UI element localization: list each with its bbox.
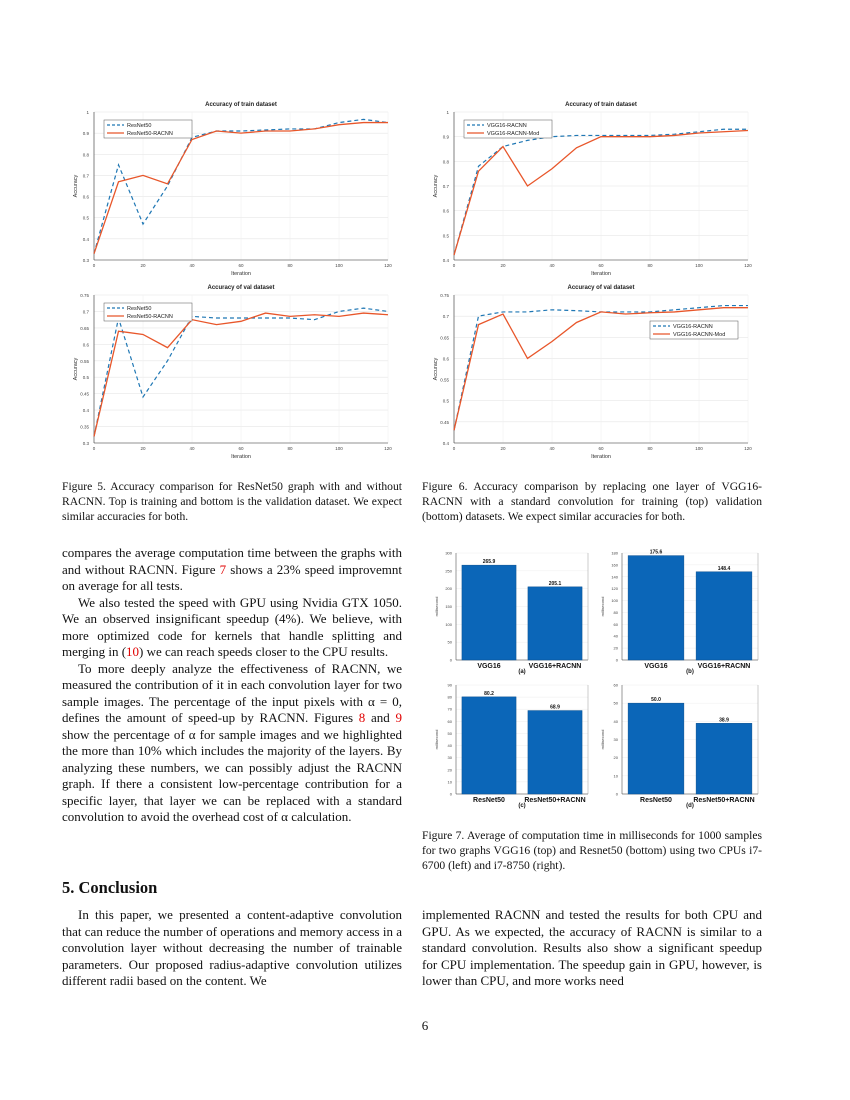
svg-text:20: 20 (613, 755, 618, 761)
svg-text:0.6: 0.6 (442, 356, 449, 362)
paragraph-4: In this paper, we presented a content-adaptive convolution that can reduce the number of operations and memory access in a convolution layer without decreasing the number of trainable parameters. Our proposed radius-adaptive convolution utilizes different radii based on the content. We (62, 907, 402, 988)
svg-text:30: 30 (613, 737, 618, 742)
svg-text:50: 50 (447, 639, 452, 645)
bar (528, 587, 582, 660)
svg-text:100: 100 (695, 263, 703, 268)
paragraph-1: compares the average computation time between the graphs with and without RACNN. Figure 7 shows a 23% speed improvemnt on average for all tests. (62, 545, 402, 593)
svg-text:0.45: 0.45 (440, 419, 449, 425)
svg-text:100: 100 (335, 446, 343, 451)
svg-text:VGG16-RACNN-Mod: VGG16-RACNN-Mod (673, 332, 726, 338)
chart-title: Accuracy of train dataset (565, 102, 637, 108)
svg-text:180: 180 (611, 550, 618, 556)
svg-text:60: 60 (613, 621, 618, 627)
right-column-text (422, 907, 762, 990)
y-axis-label: millisecond (434, 596, 439, 617)
svg-text:0.4: 0.4 (442, 441, 449, 446)
chart-title: Accuracy of val dataset (567, 285, 635, 291)
fig7-a-chart (426, 545, 594, 675)
paragraph-2: We also tested the speed with GPU using Nvidia GTX 1050. We an observed insignificant speedup (4%). We believe, with more optimized code for kernels that handle splitting and merging in (10) we can reach speeds closer to the CPU results. (62, 594, 402, 659)
svg-text:0.6: 0.6 (82, 194, 89, 200)
y-axis-label: millisecond (600, 729, 605, 750)
x-axis-label: Iteration (231, 454, 251, 460)
svg-text:VGG16-RACNN: VGG16-RACNN (487, 123, 527, 129)
svg-text:0.55: 0.55 (80, 358, 89, 364)
svg-text:0: 0 (92, 263, 96, 268)
fig7-d-plot (592, 677, 764, 809)
svg-text:80: 80 (287, 446, 293, 451)
bar-value-label: 175.6 (649, 549, 663, 556)
svg-text:120: 120 (384, 263, 392, 268)
svg-text:0: 0 (452, 446, 456, 451)
category-label: VGG16 (644, 663, 668, 670)
svg-text:80: 80 (613, 609, 618, 615)
y-axis-label: Accuracy (73, 174, 79, 198)
svg-text:0.7: 0.7 (82, 309, 89, 315)
svg-text:120: 120 (611, 586, 618, 592)
svg-text:0.5: 0.5 (82, 215, 89, 221)
svg-text:40: 40 (613, 718, 618, 724)
svg-text:40: 40 (549, 446, 555, 451)
svg-text:0: 0 (452, 263, 456, 268)
svg-text:100: 100 (445, 621, 452, 627)
svg-text:0: 0 (615, 791, 618, 797)
equation-10-link[interactable]: 10 (126, 644, 140, 659)
svg-text:80: 80 (447, 694, 452, 700)
bar-value-label: 68.9 (550, 704, 560, 711)
svg-text:20: 20 (447, 767, 452, 773)
paragraph-3: To more deeply analyze the effectiveness of RACNN, we measured the contribution of it in each convolution layer for two sample images. The percentage of the input pixels with α = 0, defines the amount of speed-up by RACNN. Figures 8 and 9 show the percentage of α for sample images and we highlighted the more than 10% which includes the majority of the layers. By analyzing these numbers, we can possibly adjust the RACNN graph. If there a consistent low-percentage contribution for a specific layer, that layer we can be replaced with a standard convolution to avoid the overhead cost of α calculation. (62, 660, 402, 824)
fig6-bottom-chart (422, 281, 762, 463)
svg-text:80: 80 (287, 263, 293, 268)
chart-legend (464, 120, 552, 138)
svg-text:1: 1 (446, 110, 449, 115)
svg-text:80: 80 (647, 446, 653, 451)
svg-text:VGG16-RACNN-Mod: VGG16-RACNN-Mod (487, 131, 540, 137)
fig5-bottom-chart (62, 281, 402, 463)
svg-text:0: 0 (449, 657, 452, 663)
svg-text:0.9: 0.9 (82, 131, 89, 137)
svg-text:300: 300 (445, 550, 452, 556)
figure-7-link[interactable]: 7 (219, 561, 227, 577)
bar (628, 556, 684, 660)
svg-text:20: 20 (140, 263, 146, 268)
panel-label: (d) (686, 803, 694, 809)
svg-text:20: 20 (140, 446, 146, 451)
svg-text:30: 30 (447, 755, 452, 761)
bar-value-label: 265.9 (482, 559, 496, 566)
svg-text:60: 60 (598, 263, 604, 268)
panel-label: (c) (518, 803, 526, 809)
svg-text:60: 60 (598, 446, 604, 451)
category-label: ResNet50 (473, 797, 505, 804)
svg-text:0.7: 0.7 (82, 173, 89, 179)
svg-text:150: 150 (445, 604, 452, 609)
svg-text:120: 120 (384, 446, 392, 451)
bar (696, 572, 752, 660)
category-label: ResNet50 (640, 797, 672, 804)
y-axis-label: Accuracy (73, 357, 79, 381)
category-label: VGG16+RACNN (697, 663, 751, 670)
svg-text:40: 40 (549, 263, 555, 268)
svg-text:0: 0 (92, 446, 96, 451)
svg-text:40: 40 (189, 446, 195, 451)
svg-text:200: 200 (445, 586, 452, 592)
page-number: 6 (421, 1018, 429, 1033)
fig6-top-chart (422, 98, 762, 280)
svg-text:0.8: 0.8 (82, 152, 89, 158)
svg-text:10: 10 (613, 773, 618, 779)
svg-text:VGG16-RACNN: VGG16-RACNN (673, 324, 713, 330)
svg-text:40: 40 (189, 263, 195, 268)
bar-value-label: 38.9 (719, 717, 729, 724)
svg-text:ResNet50: ResNet50 (127, 123, 152, 129)
fig6-bottom-plot (422, 281, 762, 463)
chart-legend (650, 321, 738, 339)
figure-8-link[interactable]: 8 (358, 710, 366, 725)
svg-text:0.5: 0.5 (442, 233, 449, 239)
figure-7-caption: Figure 7. Average of computation time in milliseconds for 1000 samples for two graphs VGG16 (top) and Resnet50 (bottom) using two CPUs i7-6700 (left) and i7-8750 (right). (422, 829, 762, 872)
svg-text:0.6: 0.6 (82, 342, 89, 348)
svg-text:0.3: 0.3 (82, 441, 89, 446)
category-label: ResNet50+RACNN (693, 797, 755, 804)
svg-text:0.4: 0.4 (82, 408, 89, 414)
svg-text:60: 60 (447, 718, 452, 724)
chart-legend (104, 120, 192, 138)
svg-text:0: 0 (449, 791, 452, 797)
svg-text:60: 60 (238, 263, 244, 268)
svg-text:0.3: 0.3 (82, 258, 89, 263)
y-axis-label: millisecond (434, 729, 439, 750)
fig7-d-chart (592, 677, 764, 809)
svg-text:160: 160 (611, 562, 618, 568)
section-heading-conclusion: 5. Conclusion (62, 878, 158, 897)
figure-6-caption: Figure 6. Accuracy comparison by replacing one layer of VGG16-RACNN with a standard convolution for training (top) validation (bottom) datasets. We expect similar accuracies for both. (422, 480, 762, 523)
svg-text:70: 70 (447, 706, 452, 712)
svg-text:60: 60 (613, 682, 618, 688)
svg-text:0.4: 0.4 (82, 236, 89, 242)
svg-text:20: 20 (500, 446, 506, 451)
figure-5-caption: Figure 5. Accuracy comparison for ResNet50 graph with and without RACNN. Top is training and bottom is the validation dataset. We expect similar accuracies for both. (62, 480, 402, 523)
conclusion-text (62, 907, 402, 990)
fig5-top-plot (62, 98, 402, 280)
bar-value-label: 205.1 (548, 580, 562, 587)
paragraph-5: implemented RACNN and tested the results for both CPU and GPU. As we expected, the accuracy of RACNN is similar to a standard convolution. Results also show a significant speedup for CPU implementation. The speedup gain in GPU, however, is lower than CPU, and more works need (422, 907, 762, 988)
svg-text:100: 100 (611, 598, 618, 604)
fig5-bottom-plot (62, 281, 402, 463)
fig7-a-plot (426, 545, 594, 675)
svg-text:140: 140 (611, 574, 618, 580)
svg-text:10: 10 (447, 779, 452, 785)
bar (462, 697, 516, 794)
fig7-c-plot (426, 677, 594, 809)
svg-text:0.4: 0.4 (442, 258, 449, 263)
svg-text:1: 1 (86, 110, 89, 115)
chart-title: Accuracy of train dataset (205, 102, 277, 108)
category-label: ResNet50+RACNN (524, 797, 586, 804)
svg-text:100: 100 (335, 263, 343, 268)
svg-text:40: 40 (447, 743, 452, 749)
panel-label: (a) (518, 669, 526, 675)
x-axis-label: Iteration (591, 454, 611, 460)
left-column-text (62, 545, 402, 826)
svg-text:90: 90 (447, 682, 452, 688)
svg-text:100: 100 (695, 446, 703, 451)
svg-text:0.9: 0.9 (442, 134, 449, 140)
svg-text:120: 120 (744, 263, 752, 268)
svg-text:0.35: 0.35 (80, 424, 89, 430)
svg-text:0.5: 0.5 (82, 375, 89, 381)
svg-text:0.6: 0.6 (442, 208, 449, 214)
svg-text:0.8: 0.8 (442, 159, 449, 165)
svg-text:120: 120 (744, 446, 752, 451)
y-axis-label: Accuracy (433, 174, 439, 198)
bar-value-label: 50.0 (651, 697, 661, 704)
svg-text:0.7: 0.7 (442, 314, 449, 320)
svg-text:0.75: 0.75 (80, 293, 89, 298)
svg-text:80: 80 (647, 263, 653, 268)
y-axis-label: millisecond (600, 596, 605, 617)
svg-text:20: 20 (500, 263, 506, 268)
svg-text:0.65: 0.65 (80, 325, 89, 331)
svg-text:40: 40 (613, 633, 618, 639)
figure-9-link[interactable]: 9 (395, 710, 402, 725)
category-label: VGG16+RACNN (528, 663, 582, 670)
bar (628, 703, 684, 794)
svg-text:ResNet50-RACNN: ResNet50-RACNN (127, 314, 173, 320)
fig7-b-plot (592, 545, 764, 675)
x-axis-label: Iteration (231, 271, 251, 277)
bar (462, 565, 516, 660)
y-axis-label: Accuracy (433, 357, 439, 381)
bar-value-label: 80.2 (484, 690, 494, 697)
svg-text:0.7: 0.7 (442, 184, 449, 189)
bar-value-label: 148.4 (717, 565, 731, 572)
svg-text:50: 50 (447, 730, 452, 736)
fig7-b-chart (592, 545, 764, 675)
svg-text:250: 250 (445, 568, 452, 574)
svg-text:20: 20 (613, 645, 618, 651)
svg-text:0: 0 (615, 657, 618, 663)
chart-legend (104, 303, 192, 321)
fig5-top-chart (62, 98, 402, 280)
svg-text:0.65: 0.65 (440, 335, 449, 341)
svg-text:0.5: 0.5 (442, 398, 449, 404)
svg-text:ResNet50: ResNet50 (127, 306, 152, 312)
svg-text:50: 50 (613, 700, 618, 706)
bar (528, 711, 582, 794)
svg-text:ResNet50-RACNN: ResNet50-RACNN (127, 131, 173, 137)
category-label: VGG16 (477, 663, 501, 670)
x-axis-label: Iteration (591, 271, 611, 277)
panel-label: (b) (686, 669, 694, 675)
svg-text:60: 60 (238, 446, 244, 451)
fig7-c-chart (426, 677, 594, 809)
svg-text:0.45: 0.45 (80, 391, 89, 397)
chart-title: Accuracy of val dataset (207, 285, 275, 291)
bar (696, 723, 752, 794)
fig6-top-plot (422, 98, 762, 280)
svg-text:0.75: 0.75 (440, 293, 449, 298)
svg-text:0.55: 0.55 (440, 377, 449, 383)
